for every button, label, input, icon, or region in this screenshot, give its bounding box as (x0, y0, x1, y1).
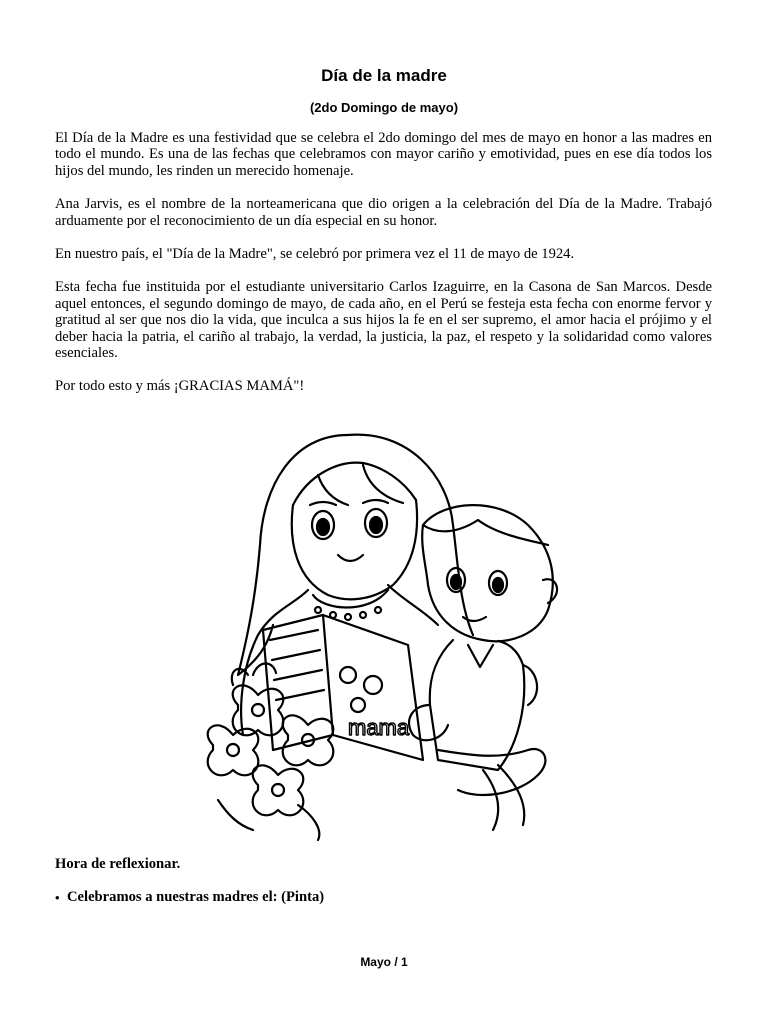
mother-and-child-illustration (198, 405, 570, 843)
paragraph: Esta fecha fue instituida por el estudiante universitario Carlos Izaguirre, en la Casona de San Marcos. Desde aquel entonces, el segundo domingo de mayo, de cada año, en el Perú se festeja esta fecha con enorme fervor y gratitud al ser que nos dio la vida, que inculca a sus hijos la fe en el ser supremo, el amor hacia el prójimo y el deber hacia la patria, el cariño al trabajo, la verdad, la justicia, la paz, el respeto y la solidaridad como valores esenciales. (55, 279, 712, 362)
card-text: mama (348, 715, 410, 740)
paragraph: En nuestro país, el "Día de la Madre", se celebró por primera vez el 11 de mayo de 1924. (55, 246, 575, 263)
bullet-text: Celebramos a nuestras madres el: (Pinta) (67, 889, 325, 905)
bullet-icon: • (55, 889, 60, 905)
page-footer: Mayo / 1 (360, 955, 408, 969)
paragraph: El Día de la Madre es una festividad que se celebra el 2do domingo del mes de mayo en honor a las madres en todo el mundo. Es una de las fechas que celebramos con mayor cariño y emotividad, pues en ese día todos los hijos del mundo, les rinden un merecido homenaje. (55, 130, 712, 179)
paragraph: Por todo esto y más ¡GRACIAS MAMÁ"! (55, 378, 305, 395)
page-title: Día de la madre (321, 66, 447, 85)
page-subtitle: (2do Domingo de mayo) (309, 100, 459, 115)
body-text (55, 130, 712, 412)
paragraph: Ana Jarvis, es el nombre de la norteamericana que dio origen a la celebración del Día de la Madre. Trabajó arduamente por el reconocimiento de un día especial en su honor. (55, 196, 712, 229)
reflection-heading: Hora de reflexionar. (55, 856, 181, 872)
reflection-bullet-item (55, 889, 324, 906)
